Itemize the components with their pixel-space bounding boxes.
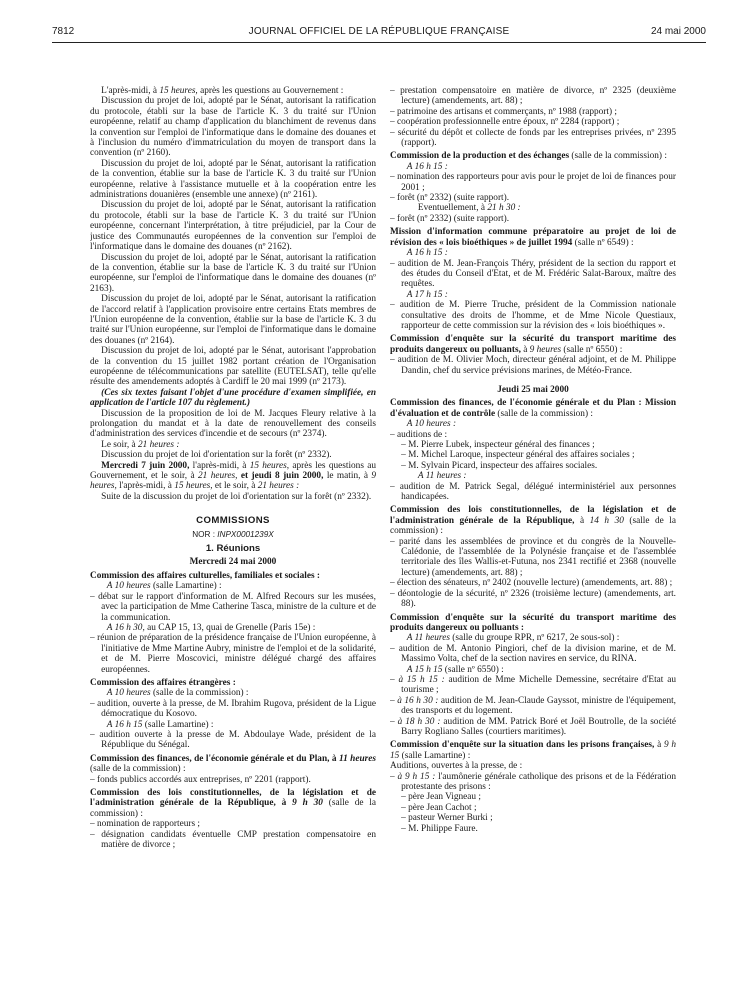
time-slot: A 11 heures : [417, 471, 467, 482]
list-item: – audition de M. Antonio Pingiori, chef de la division marine, et de M. Massimo Volta, chef de la section navires en service, du RINA. [390, 643, 676, 665]
day-heading: Jeudi 25 mai 2000 [497, 384, 569, 395]
list-item: – M. Michel Laroque, inspecteur général des affaires sociales ; [401, 450, 635, 461]
commission-title: Commission d'enquête sur la sécurité du transport maritime des produits dangereux ou polluants, à 9 heures (salle nº 6550) : [390, 334, 676, 355]
commission-title: Commission des affaires étrangères : [90, 677, 236, 688]
time-slot: A 17 h 15 : [406, 289, 448, 300]
header-rule [52, 42, 706, 43]
commission-title: Commission des finances, de l'économie générale et du Plan, à 11 heures (salle de la commission) : [90, 753, 376, 775]
list-item: – père Jean Cachot ; [401, 802, 477, 813]
list-item: – parité dans les assemblées de province et du congrès de la Nouvelle-Calédonie, de l'assemblée de la Polynésie française et de l'assemblée territoriale des îles Wallis-et-Futuna, nos 2341 rectifié et 2368 (nouvelle lecture) (amendements, art. 88) ; [390, 536, 676, 578]
list-item: – déontologie de la sécurité, nº 2326 (troisième lecture) (amendements, art. 88). [390, 588, 676, 610]
list-item: – fonds publics accordés aux entreprises, nº 2201 (rapport). [90, 774, 311, 785]
page-number: 7812 [52, 26, 75, 37]
list-item: – prestation compensatoire en matière de divorce, nº 2325 (deuxième lecture) (amendements, art. 88) ; [390, 86, 676, 107]
list-item: – forêt (nº 2332) (suite rapport). [390, 193, 510, 204]
list-item: – M. Pierre Lubek, inspecteur général des finances ; [401, 440, 595, 450]
session-schedule: Mercredi 7 juin 2000, l'après-midi, à 15 heures, après les questions au Gouvernement, et le soir, à 21 heures, et jeudi 8 juin 2000, le matin, à 9 heures, l'après-midi, à 15 heures, et le soir, à 21 heures : [90, 460, 376, 492]
list-item: – forêt (nº 2332) (suite rapport). [390, 213, 510, 224]
list-item: – audition de M. Jean-François Théry, président de la section du rapport et des études du Conseil d'Etat, et de M. Frédéric Salat-Baroux, maître des requêtes. [390, 258, 676, 290]
time-slot: A 10 heures (salle de la commission) : [106, 688, 249, 699]
list-item: – M. Sylvain Picard, inspecteur des affaires sociales. [401, 460, 598, 471]
time-slot: A 10 heures (salle Lamartine) : [106, 581, 222, 592]
agenda-item: Discussion du projet de loi, adopté par le Sénat, autorisant l'approbation de la convention du 15 juillet 1982 portant création de l'Organisation européenne de télécommunications par satellite (EUTELSAT), telle qu'elle résulte des amendements adoptés à Cardiff le 20 mai 1999 (nº 2173). [90, 346, 376, 388]
list-item: – M. Philippe Faure. [401, 823, 478, 834]
time-slot: A 10 heures : [406, 419, 457, 430]
nor-reference: NOR : INPX0001239X [192, 529, 274, 539]
list-item: – à 9 h 15 : l'aumônerie générale catholique des prisons et de la Fédération protestante des prisons : [390, 771, 676, 792]
commission-title: Commission des affaires culturelles, familiales et sociales : [90, 570, 320, 581]
agenda-item: Discussion du projet de loi, adopté par le Sénat, autorisant la ratification du protocole, établi sur la base de l'article K. 3 du traité sur l'Union européenne, relatif au champ d'application du blanchiment de revenus dans la convention sur l'emploi de l'informatique dans le domaine des douanes et à l'inclusion du numéro d'immatriculation du moyen de transport dans la convention (nº 2160). [90, 96, 376, 159]
commission-title: Commission d'enquête sur la sécurité du transport maritime des produits dangereux ou polluants : [390, 612, 676, 633]
agenda-item: Discussion de la proposition de loi de M. Jacques Fleury relative à la prolongation du mandat et à la date de renouvellement des conseils d'administration des services d'incendie et de secours (nº 2374). [90, 408, 376, 440]
time-slot: Eventuellement, à 21 h 30 : [417, 203, 521, 214]
list-item: – audition de M. Patrick Segal, délégué interministériel aux personnes handicapées. [390, 481, 676, 503]
time-slot: A 16 h 15 : [406, 161, 448, 172]
list-item: – nomination des rapporteurs pour avis pour le projet de loi de finances pour 2001 ; [390, 172, 676, 193]
list-item: – sécurité du dépôt et collecte de fonds par les entreprises privées, nº 2395 (rapport). [390, 127, 676, 149]
agenda-item: Discussion du projet de loi d'orientation sur la forêt (nº 2332). [101, 450, 332, 461]
time-slot: A 11 heures (salle du groupe RPR, nº 6217, 2e sous-sol) : [406, 633, 620, 644]
agenda-item: Suite de la discussion du projet de loi d'orientation sur la forêt (nº 2332). [101, 491, 372, 502]
list-item: – à 16 h 30 : audition de M. Jean-Claude Gayssot, ministre de l'équipement, des transports et du logement. [390, 695, 676, 717]
commission-title: Commission des lois constitutionnelles, de la législation et de l'administration générale de la République, à 14 h 30 (salle de la commission) : [390, 505, 676, 537]
day-heading: Mercredi 24 mai 2000 [189, 557, 277, 568]
list-item: – patrimoine des artisans et commerçants, nº 1988 (rapport) ; [390, 106, 617, 117]
agenda-item: Discussion du projet de loi, adopté par le Sénat, autorisant la ratification de la convention, établie sur la base de l'article K. 3 du traité sur l'Union européenne, relative à l'assistance mutuelle et à la coopération entre les administrations douanières (ensemble une annexe) (nº 2161). [90, 158, 376, 201]
left-column [90, 86, 376, 976]
section-heading: COMMISSIONS [196, 515, 270, 527]
list-item: – coopération professionnelle entre époux, nº 2284 (rapport) ; [390, 117, 620, 128]
list-item: – pasteur Werner Burki ; [401, 813, 493, 824]
list-item: – débat sur le rapport d'information de M. Alfred Recours sur les musées, avec la participation de Mme Catherine Tasca, ministre de la culture et de la communication. [90, 591, 376, 623]
commission-title: Mission d'information commune préparatoire au projet de loi de révision des « lois bioéthiques » de juillet 1994 (salle nº 6549) : [390, 227, 676, 248]
page-header [52, 26, 706, 40]
session-time: L'après-midi, à 15 heures, après les questions au Gouvernement : [101, 86, 344, 96]
list-item: – audition de M. Olivier Moch, directeur général adjoint, et de M. Philippe Dandin, chef du service prévisions marines, de Météo-France. [390, 355, 676, 376]
subsection-heading: 1. Réunions [205, 543, 261, 555]
list-item: – audition de M. Pierre Truche, président de la Commission nationale consultative des droits de l'homme, et de Mme Nicole Questiaux, rapporteur de cette commission sur la révision des « lois bioéthiques ». [390, 300, 676, 331]
list-item: – à 18 h 30 : audition de MM. Patrick Boré et Joël Boutrolle, de la société Barry Rogliano Salles (courtiers maritimes). [390, 716, 676, 737]
issue-date: 24 mai 2000 [650, 26, 706, 37]
list-item: – élection des sénateurs, nº 2402 (nouvelle lecture) (amendements, art. 88) ; [390, 578, 673, 589]
time-slot: A 16 h 15 (salle Lamartine) : [106, 719, 214, 730]
commission-title: Commission d'enquête sur la situation dans les prisons françaises, à 9 h 15 (salle Lamartine) : [390, 740, 676, 761]
right-column [390, 86, 676, 976]
time-slot: A 16 h 30, au CAP 15, 13, quai de Grenelle (Paris 15e) : [106, 622, 316, 633]
agenda-item: Discussion du projet de loi, adopté par le Sénat, autorisant la ratification de l'accord relatif à l'application provisoire entre certains Etats membres de l'Union européenne de la convention, établie sur la base de l'article K. 3 du traité sur l'Union européenne, sur l'emploi de l'informatique dans le domaine des douanes (nº 2164). [90, 294, 376, 346]
list-item: – nomination de rapporteurs ; [90, 819, 200, 830]
commission-title: Commission des lois constitutionnelles, de la législation et de l'administration générale de la République, à 9 h 30 (salle de la commission) : [90, 788, 376, 819]
procedure-note: (Ces six textes faisant l'objet d'une procédure d'examen simplifiée, en application de l'article 107 du règlement.) [90, 387, 376, 409]
list-item: – audition, ouverte à la presse, de M. Ibrahim Rugova, président de la Ligue démocratique du Kosovo. [90, 698, 376, 720]
list-item: – audition ouverte à la presse de M. Abdoulaye Wade, président de la République du Sénégal. [90, 729, 376, 751]
commission-title: Commission de la production et des échanges (salle de la commission) : [390, 151, 667, 162]
agenda-item: Discussion du projet de loi, adopté par le Sénat, autorisant la ratification du protocole, établi sur la base de l'article K. 3 du traité sur l'Union européenne, concernant l'interprétation, à titre préjudiciel, par la Cour de justice des Communautés européennes de la convention sur l'emploi de l'informatique dans le domaine des douanes (nº 2162). [90, 200, 376, 253]
journal-title: JOURNAL OFFICIEL DE LA RÉPUBLIQUE FRANÇAISE [248, 26, 510, 37]
list-item: – à 15 h 15 : audition de Mme Michelle Demessine, secrétaire d'Etat au tourisme ; [390, 674, 676, 696]
time-slot: Auditions, ouvertes à la presse, de : [390, 761, 523, 772]
commission-title: Commission des finances, de l'économie générale et du Plan : Mission d'évaluation et de contrôle (salle de la commission) : [390, 398, 676, 419]
agenda-item: Discussion du projet de loi, adopté par le Sénat, autorisant la ratification de la convention, établie sur la base de l'article K. 3 du traité sur l'Union européenne, sur l'emploi de l'informatique dans le domaine des douanes (nº 2163). [90, 252, 376, 294]
list-item: – auditions de : [390, 429, 448, 440]
time-slot: A 15 h 15 (salle nº 6550) : [406, 664, 504, 675]
list-item: – désignation candidats éventuelle CMP prestation compensatoire en matière de divorce ; [90, 829, 376, 851]
session-time: Le soir, à 21 heures : [101, 439, 180, 450]
list-item: – père Jean Vigneau ; [401, 792, 481, 803]
time-slot: A 16 h 15 : [406, 248, 448, 259]
list-item: – réunion de préparation de la présidence française de l'Union européenne, à l'initiative de Mme Martine Aubry, ministre de l'emploi et de la solidarité, et de M. Pierre Moscovici, ministre délégué chargé des affaires européennes. [90, 633, 376, 675]
